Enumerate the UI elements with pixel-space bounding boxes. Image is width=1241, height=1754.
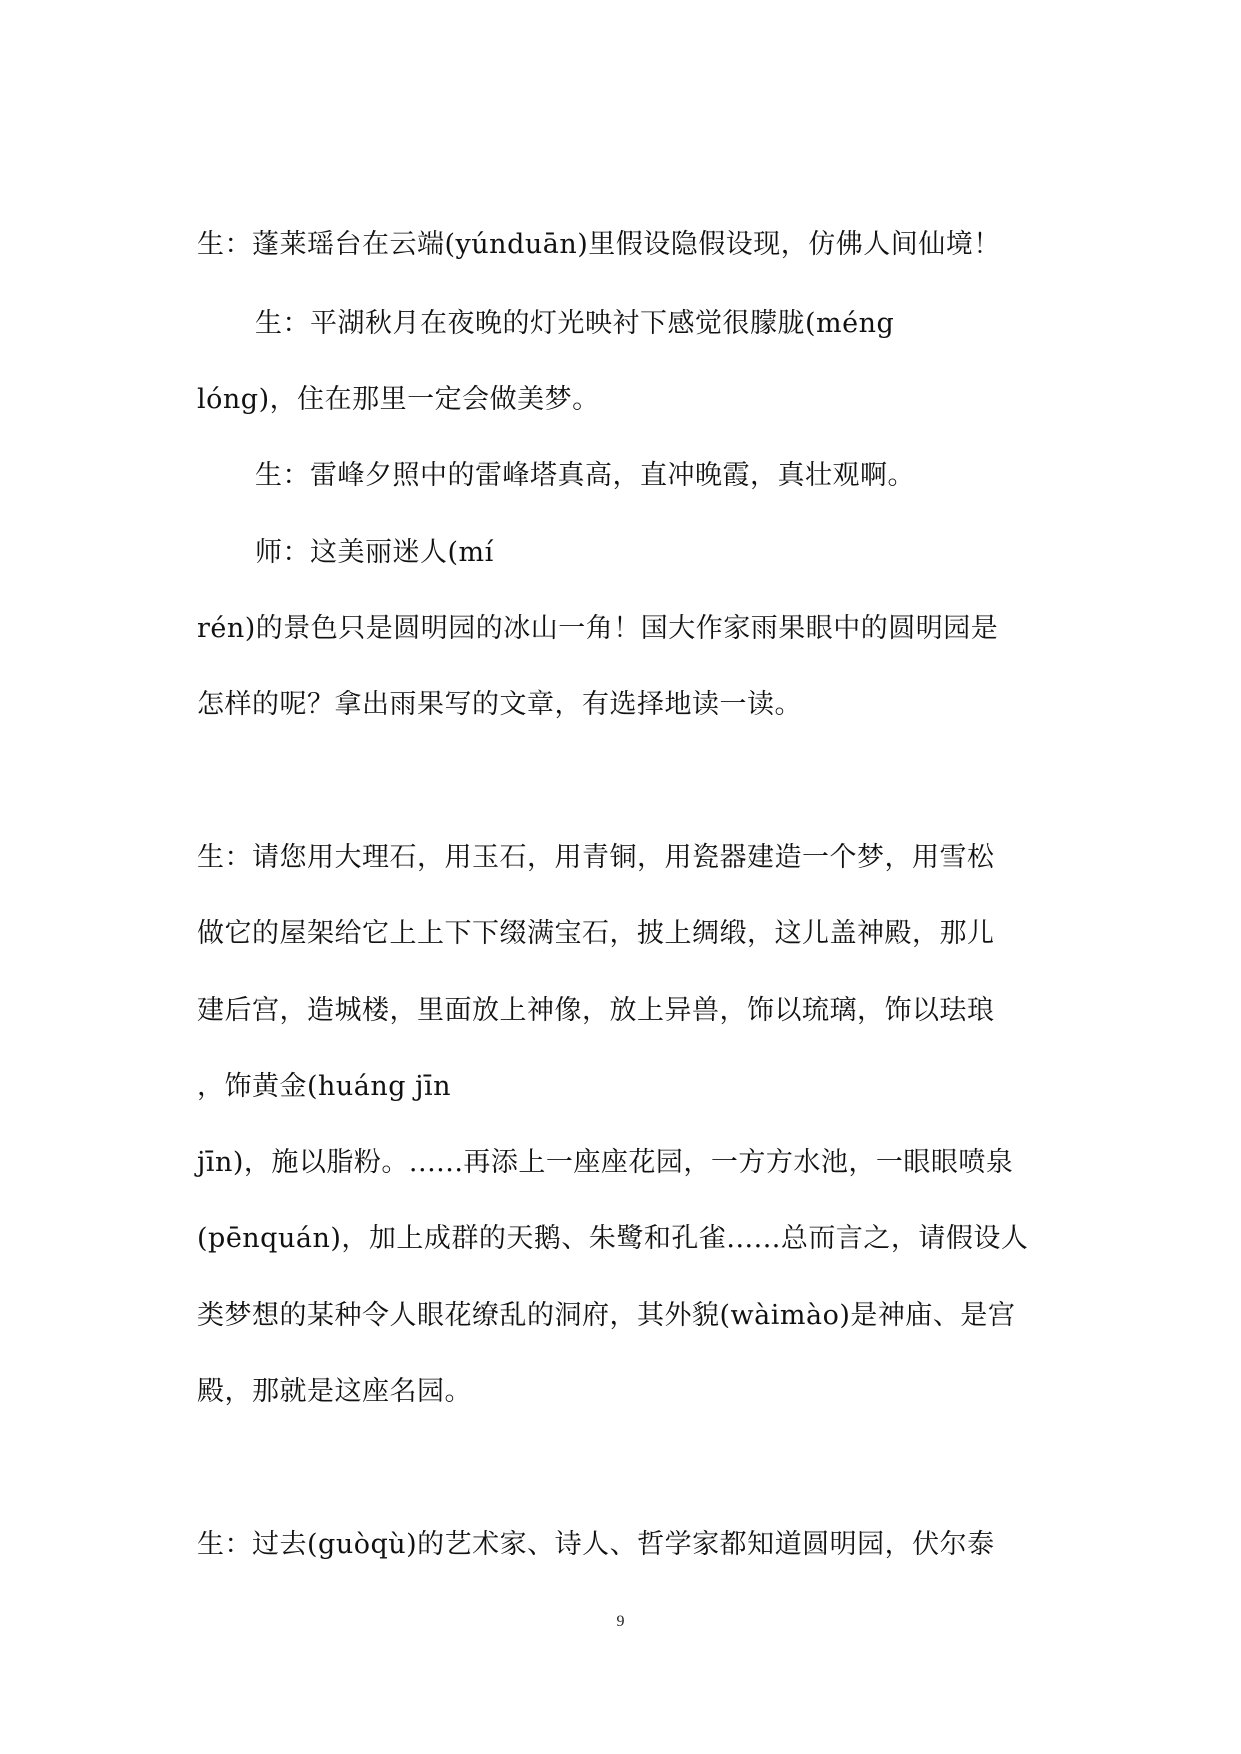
text-line: 怎样的呢？拿出雨果写的文章，有选择地读一读。	[197, 689, 802, 720]
text-line: jīn)，施以脂粉。......再添上一座座花园，一方方水池，一眼眼喷泉	[197, 1147, 1014, 1178]
text-line: 建后宫，造城楼，里面放上神像，放上异兽，饰以琉璃，饰以珐琅	[197, 995, 995, 1026]
text-line: rén)的景色只是圆明园的冰山一角！国大作家雨果眼中的圆明园是	[197, 613, 999, 644]
text-line: 类梦想的某种令人眼花缭乱的洞府，其外貌(wàimào)是神庙、是宫	[197, 1300, 1016, 1331]
text-line: 生：雷峰夕照中的雷峰塔真高，直冲晚霞，真壮观啊。	[255, 460, 915, 491]
text-line: 生：过去(guòqù)的艺术家、诗人、哲学家都知道圆明园，伏尔泰	[197, 1529, 995, 1560]
text-line: ，饰黄金(huáng jīn	[197, 1071, 452, 1102]
text-line: 做它的屋架给它上上下下缀满宝石，披上绸缎，这儿盖神殿，那儿	[197, 918, 995, 949]
text-line: 生：蓬莱瑶台在云端(yúnduān)里假设隐假设现，仿佛人间仙境！	[197, 229, 1001, 260]
text-line: lóng)，住在那里一定会做美梦。	[197, 384, 600, 415]
page-number: 9	[616, 1613, 625, 1630]
text-line: 生：请您用大理石，用玉石，用青铜，用瓷器建造一个梦，用雪松	[197, 842, 995, 873]
text-line: 师：这美丽迷人(mí	[255, 537, 494, 568]
text-line: 生：平湖秋月在夜晚的灯光映衬下感觉很朦胧(méng	[255, 308, 895, 339]
text-line: 殿，那就是这座名园。	[197, 1376, 472, 1407]
text-line: (pēnquán)，加上成群的天鹅、朱鹭和孔雀......总而言之，请假设人	[197, 1223, 1029, 1254]
